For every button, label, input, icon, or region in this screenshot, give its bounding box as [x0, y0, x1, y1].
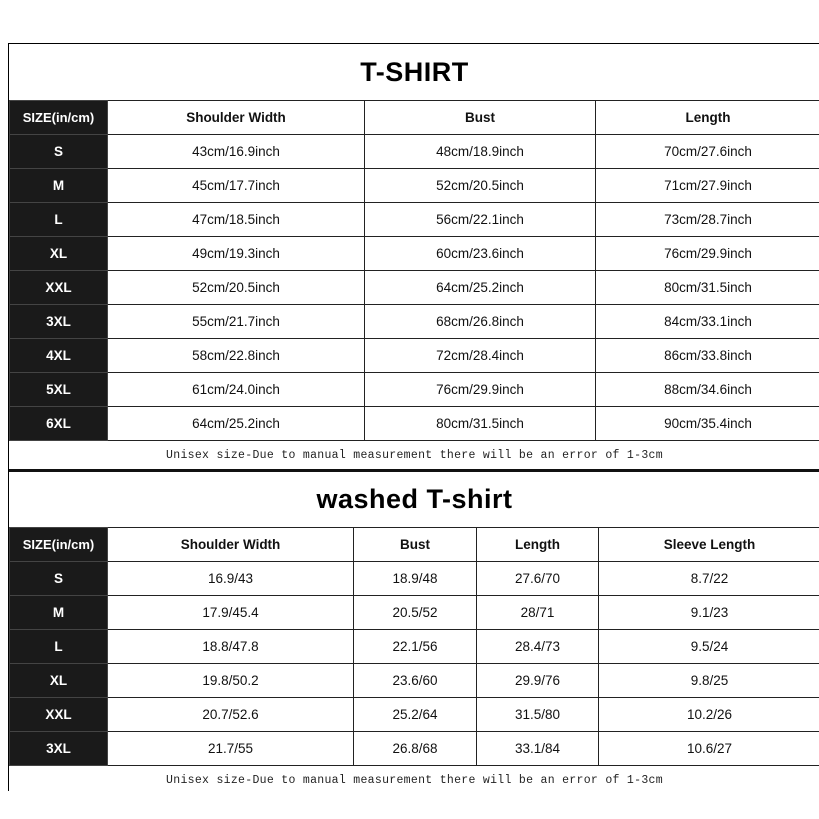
size-label: XL [10, 664, 108, 698]
table-row [10, 271, 819, 305]
table-row [10, 596, 819, 630]
measurement-cell: 20.7/52.6 [108, 698, 354, 732]
measurement-cell: 88cm/34.6inch [596, 373, 819, 407]
size-label: 6XL [10, 407, 108, 441]
size-label: S [10, 135, 108, 169]
measurement-cell: 58cm/22.8inch [108, 339, 365, 373]
measurement-cell: 70cm/27.6inch [596, 135, 819, 169]
washed-tshirt-size-table [9, 527, 819, 766]
header-row [10, 528, 819, 562]
table-row [10, 630, 819, 664]
measurement-cell: 61cm/24.0inch [108, 373, 365, 407]
size-label: L [10, 203, 108, 237]
measurement-cell: 76cm/29.9inch [596, 237, 819, 271]
measurement-cell: 9.5/24 [599, 630, 819, 664]
size-label: 5XL [10, 373, 108, 407]
table-row [10, 339, 819, 373]
tshirt-measurement-note: Unisex size-Due to manual measurement there will be an error of 1-3cm [166, 448, 663, 462]
measurement-cell: 23.6/60 [354, 664, 477, 698]
measurement-cell: 71cm/27.9inch [596, 169, 819, 203]
measurement-cell: 28.4/73 [477, 630, 599, 664]
table-row [10, 135, 819, 169]
measurement-cell: 64cm/25.2inch [108, 407, 365, 441]
measurement-cell: 76cm/29.9inch [365, 373, 596, 407]
column-header: Shoulder Width [108, 101, 365, 135]
measurement-cell: 73cm/28.7inch [596, 203, 819, 237]
measurement-cell: 80cm/31.5inch [596, 271, 819, 305]
measurement-cell: 26.8/68 [354, 732, 477, 766]
size-label: S [10, 562, 108, 596]
measurement-cell: 56cm/22.1inch [365, 203, 596, 237]
measurement-cell: 64cm/25.2inch [365, 271, 596, 305]
measurement-cell: 43cm/16.9inch [108, 135, 365, 169]
tshirt-size-table [9, 100, 819, 441]
column-header: Sleeve Length [599, 528, 819, 562]
measurement-cell: 22.1/56 [354, 630, 477, 664]
table-row [10, 203, 819, 237]
measurement-cell: 10.6/27 [599, 732, 819, 766]
measurement-cell: 90cm/35.4inch [596, 407, 819, 441]
measurement-cell: 29.9/76 [477, 664, 599, 698]
table-row [10, 664, 819, 698]
column-header: Bust [354, 528, 477, 562]
table-row [10, 698, 819, 732]
measurement-cell: 60cm/23.6inch [365, 237, 596, 271]
size-label: L [10, 630, 108, 664]
measurement-cell: 33.1/84 [477, 732, 599, 766]
measurement-cell: 28/71 [477, 596, 599, 630]
measurement-cell: 9.1/23 [599, 596, 819, 630]
column-header: Length [596, 101, 819, 135]
measurement-cell: 48cm/18.9inch [365, 135, 596, 169]
measurement-cell: 55cm/21.7inch [108, 305, 365, 339]
table-row [10, 562, 819, 596]
table-row [10, 407, 819, 441]
measurement-cell: 21.7/55 [108, 732, 354, 766]
measurement-cell: 27.6/70 [477, 562, 599, 596]
size-column-header: SIZE(in/cm) [10, 101, 108, 135]
size-column-header: SIZE(in/cm) [10, 528, 108, 562]
size-label: 3XL [10, 305, 108, 339]
measurement-cell: 45cm/17.7inch [108, 169, 365, 203]
tshirt-title: T-SHIRT [360, 56, 469, 87]
measurement-cell: 68cm/26.8inch [365, 305, 596, 339]
size-label: XL [10, 237, 108, 271]
size-chart-sheet [8, 43, 819, 791]
table-row [10, 732, 819, 766]
table-row [10, 237, 819, 271]
measurement-cell: 9.8/25 [599, 664, 819, 698]
size-label: M [10, 169, 108, 203]
table-row [10, 373, 819, 407]
column-header: Length [477, 528, 599, 562]
measurement-cell: 25.2/64 [354, 698, 477, 732]
washed-tshirt-measurement-note: Unisex size-Due to manual measurement there will be an error of 1-3cm [166, 773, 663, 787]
measurement-cell: 20.5/52 [354, 596, 477, 630]
measurement-cell: 52cm/20.5inch [365, 169, 596, 203]
size-label: M [10, 596, 108, 630]
size-label: XXL [10, 698, 108, 732]
measurement-cell: 8.7/22 [599, 562, 819, 596]
measurement-cell: 17.9/45.4 [108, 596, 354, 630]
size-label: 3XL [10, 732, 108, 766]
column-header: Shoulder Width [108, 528, 354, 562]
measurement-cell: 18.9/48 [354, 562, 477, 596]
measurement-cell: 16.9/43 [108, 562, 354, 596]
measurement-cell: 86cm/33.8inch [596, 339, 819, 373]
measurement-cell: 49cm/19.3inch [108, 237, 365, 271]
size-label: XXL [10, 271, 108, 305]
measurement-cell: 47cm/18.5inch [108, 203, 365, 237]
measurement-cell: 80cm/31.5inch [365, 407, 596, 441]
measurement-cell: 19.8/50.2 [108, 664, 354, 698]
measurement-cell: 18.8/47.8 [108, 630, 354, 664]
measurement-cell: 52cm/20.5inch [108, 271, 365, 305]
measurement-cell: 31.5/80 [477, 698, 599, 732]
table-row [10, 169, 819, 203]
column-header: Bust [365, 101, 596, 135]
measurement-cell: 72cm/28.4inch [365, 339, 596, 373]
header-row [10, 101, 819, 135]
measurement-cell: 10.2/26 [599, 698, 819, 732]
washed-tshirt-title: washed T-shirt [316, 484, 513, 514]
measurement-cell: 84cm/33.1inch [596, 305, 819, 339]
size-label: 4XL [10, 339, 108, 373]
table-row [10, 305, 819, 339]
